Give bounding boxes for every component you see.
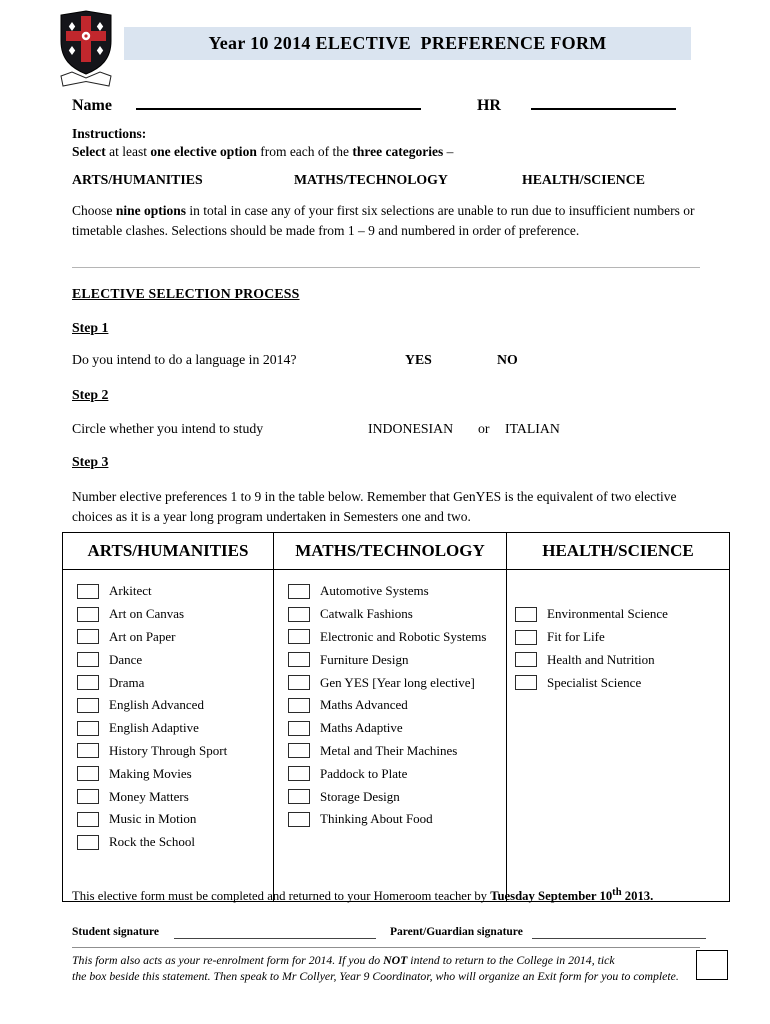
italian-option[interactable]: ITALIAN: [505, 421, 560, 436]
category-health-science: HEALTH/SCIENCE: [522, 172, 645, 187]
option-checkbox[interactable]: [77, 652, 99, 667]
option-checkbox[interactable]: [288, 652, 310, 667]
step1-label: Step 1: [72, 320, 109, 335]
option-label: Environmental Science: [547, 606, 668, 622]
table-header-health: HEALTH/SCIENCE: [507, 533, 730, 570]
choose-nine-options: nine options: [115, 203, 187, 218]
option-label: Art on Canvas: [109, 606, 185, 622]
hr-label: HR: [476, 97, 501, 114]
no-option[interactable]: NO: [497, 352, 518, 367]
parent-signature-line[interactable]: [532, 938, 706, 939]
step1-question: Do you intend to do a language in 2014?: [72, 352, 297, 367]
category-headings-row: [72, 172, 704, 192]
step3-label: Step 3: [72, 454, 109, 469]
option-label: Thinking About Food: [320, 811, 433, 827]
option-label: Specialist Science: [547, 674, 642, 690]
elective-option: [507, 603, 729, 626]
instructions-heading: Instructions:: [72, 126, 147, 141]
elective-option: [274, 694, 506, 717]
choose-seg2: in total in case any of your first six selections are unable to run due to insufficient numbers or timetable clashes. Selections should be made from 1 – 9 and numbered in order of preference.: [72, 203, 695, 238]
option-checkbox[interactable]: [288, 766, 310, 781]
instructions-select: Select: [72, 144, 106, 159]
reenrol-seg1: This form also acts as your re-enrolment form for 2014. If you do: [72, 953, 384, 967]
step2-row: [72, 421, 704, 437]
signature-row: [72, 926, 708, 944]
option-label: Health and Nutrition: [547, 651, 655, 667]
option-label: Automotive Systems: [320, 583, 429, 599]
option-checkbox[interactable]: [288, 812, 310, 827]
category-arts-humanities: ARTS/HUMANITIES: [72, 172, 203, 187]
elective-option: [274, 717, 506, 740]
footer-divider: [72, 947, 700, 948]
step1-question-row: [72, 352, 704, 368]
maths-column: [274, 570, 507, 902]
exit-tick-box[interactable]: [696, 950, 728, 980]
name-hr-row: [72, 94, 700, 115]
option-label: Furniture Design: [320, 651, 409, 667]
option-checkbox[interactable]: [77, 789, 99, 804]
crest-shield-icon: [60, 10, 112, 92]
health-column: [507, 570, 730, 902]
option-checkbox[interactable]: [288, 721, 310, 736]
option-checkbox[interactable]: [77, 675, 99, 690]
reenrol-line2: the box beside this statement. Then speak to Mr Collyer, Year 9 Coordinator, who will organize an Exit form for you to complete.: [72, 968, 679, 983]
option-label: Maths Adaptive: [320, 720, 403, 736]
elective-option: [507, 649, 729, 672]
step2-label: Step 2: [72, 387, 109, 402]
elective-option: [507, 626, 729, 649]
option-label: Electronic and Robotic Systems: [320, 628, 487, 644]
option-label: Music in Motion: [109, 811, 197, 827]
option-label: English Advanced: [109, 697, 204, 713]
option-checkbox[interactable]: [77, 584, 99, 599]
option-label: History Through Sport: [109, 742, 228, 758]
elective-option: [63, 626, 273, 649]
elective-option: [63, 671, 273, 694]
return-date: Tuesday September 10: [490, 889, 613, 904]
elective-option: [63, 740, 273, 763]
option-label: Art on Paper: [109, 628, 176, 644]
process-heading: ELECTIVE SELECTION PROCESS: [72, 286, 300, 301]
choose-seg1: Choose: [72, 203, 116, 218]
student-signature-line[interactable]: [174, 938, 376, 939]
option-checkbox[interactable]: [288, 743, 310, 758]
option-checkbox[interactable]: [515, 630, 537, 645]
form-title-bar: [124, 27, 691, 60]
option-checkbox[interactable]: [77, 721, 99, 736]
option-label: Storage Design: [320, 788, 400, 804]
option-checkbox[interactable]: [515, 607, 537, 622]
arts-column: [63, 570, 274, 902]
option-checkbox[interactable]: [77, 698, 99, 713]
elective-option: [274, 740, 506, 763]
elective-option: [63, 580, 273, 603]
elective-option: [274, 603, 506, 626]
option-label: Arkitect: [109, 583, 152, 599]
return-seg1: This elective form must be completed and returned to your Homeroom teacher by: [72, 889, 491, 904]
instructions-block: [72, 126, 704, 160]
elective-option: [274, 762, 506, 785]
yes-option[interactable]: YES: [405, 352, 432, 367]
hr-input-line[interactable]: [531, 94, 676, 110]
option-checkbox[interactable]: [77, 812, 99, 827]
elective-option: [63, 762, 273, 785]
option-checkbox[interactable]: [77, 766, 99, 781]
return-date-year: 2013.: [621, 889, 654, 904]
parent-signature-label: Parent/Guardian signature: [390, 926, 523, 938]
reenrol-not: NOT: [383, 953, 408, 967]
elective-option: [63, 831, 273, 854]
elective-option: [63, 717, 273, 740]
option-checkbox[interactable]: [77, 743, 99, 758]
student-signature-label: Student signature: [72, 926, 160, 938]
elective-option: [507, 671, 729, 694]
instructions-seg2: from each of the: [256, 144, 353, 159]
name-input-line[interactable]: [136, 94, 421, 110]
reenrol-seg2: intend to return to the College in 2014, tick: [407, 953, 615, 967]
elective-option: [274, 808, 506, 831]
indonesian-option[interactable]: INDONESIAN: [368, 421, 454, 436]
category-maths-technology: MATHS/TECHNOLOGY: [294, 172, 448, 187]
option-checkbox[interactable]: [515, 652, 537, 667]
option-checkbox[interactable]: [288, 607, 310, 622]
step2-text: Circle whether you intend to study: [72, 421, 264, 436]
elective-option: [63, 694, 273, 717]
option-checkbox[interactable]: [288, 789, 310, 804]
elective-option: [63, 603, 273, 626]
option-checkbox[interactable]: [288, 584, 310, 599]
option-label: Catwalk Fashions: [320, 606, 413, 622]
option-label: Maths Advanced: [320, 697, 408, 713]
return-note: [72, 887, 708, 904]
instructions-seg1: at least: [105, 144, 151, 159]
name-label: Name: [72, 97, 112, 114]
option-checkbox[interactable]: [77, 629, 99, 644]
option-label: Dance: [109, 651, 143, 667]
table-body-row: [63, 570, 730, 902]
option-checkbox[interactable]: [77, 835, 99, 850]
reenrolment-note: [72, 953, 684, 985]
elective-option: [274, 580, 506, 603]
instructions-seg3: –: [443, 144, 454, 159]
option-checkbox[interactable]: [515, 675, 537, 690]
option-checkbox[interactable]: [288, 675, 310, 690]
option-checkbox[interactable]: [77, 607, 99, 622]
option-label: English Adaptive: [109, 720, 199, 736]
school-crest-logo: [60, 10, 112, 92]
elective-option: [63, 648, 273, 671]
elective-option: [274, 671, 506, 694]
option-label: Fit for Life: [547, 629, 605, 645]
elective-option: [63, 785, 273, 808]
elective-option: [274, 785, 506, 808]
option-label: Money Matters: [109, 788, 189, 804]
table-header-arts: ARTS/HUMANITIES: [63, 533, 274, 570]
option-label: Gen YES [Year long elective]: [320, 674, 475, 690]
option-label: Making Movies: [109, 765, 192, 781]
electives-table: [62, 532, 730, 902]
section-divider: [72, 267, 700, 268]
table-header-row: [63, 533, 730, 570]
table-header-maths: MATHS/TECHNOLOGY: [274, 533, 507, 570]
instructions-one-elective: one elective option: [150, 144, 257, 159]
option-label: Drama: [109, 674, 145, 690]
option-label: Metal and Their Machines: [320, 742, 458, 758]
elective-option: [274, 648, 506, 671]
step3-paragraph: Number elective preferences 1 to 9 in the table below. Remember that GenYES is the equivalent of two elective choices as it is a year long program undertaken in Semesters one and two.: [72, 489, 677, 524]
form-title: Year 10 2014 ELECTIVE PREFERENCE FORM: [208, 33, 607, 53]
instructions-line: [72, 144, 704, 160]
option-checkbox[interactable]: [288, 629, 310, 644]
instructions-three-categories: three categories: [352, 144, 444, 159]
option-checkbox[interactable]: [288, 698, 310, 713]
return-date-sup: th: [612, 887, 622, 898]
elective-option: [63, 808, 273, 831]
elective-option: [274, 626, 506, 649]
choose-paragraph: [72, 201, 704, 240]
option-label: Paddock to Plate: [320, 765, 408, 781]
option-label: Rock the School: [109, 834, 195, 850]
or-text: or: [478, 421, 490, 436]
